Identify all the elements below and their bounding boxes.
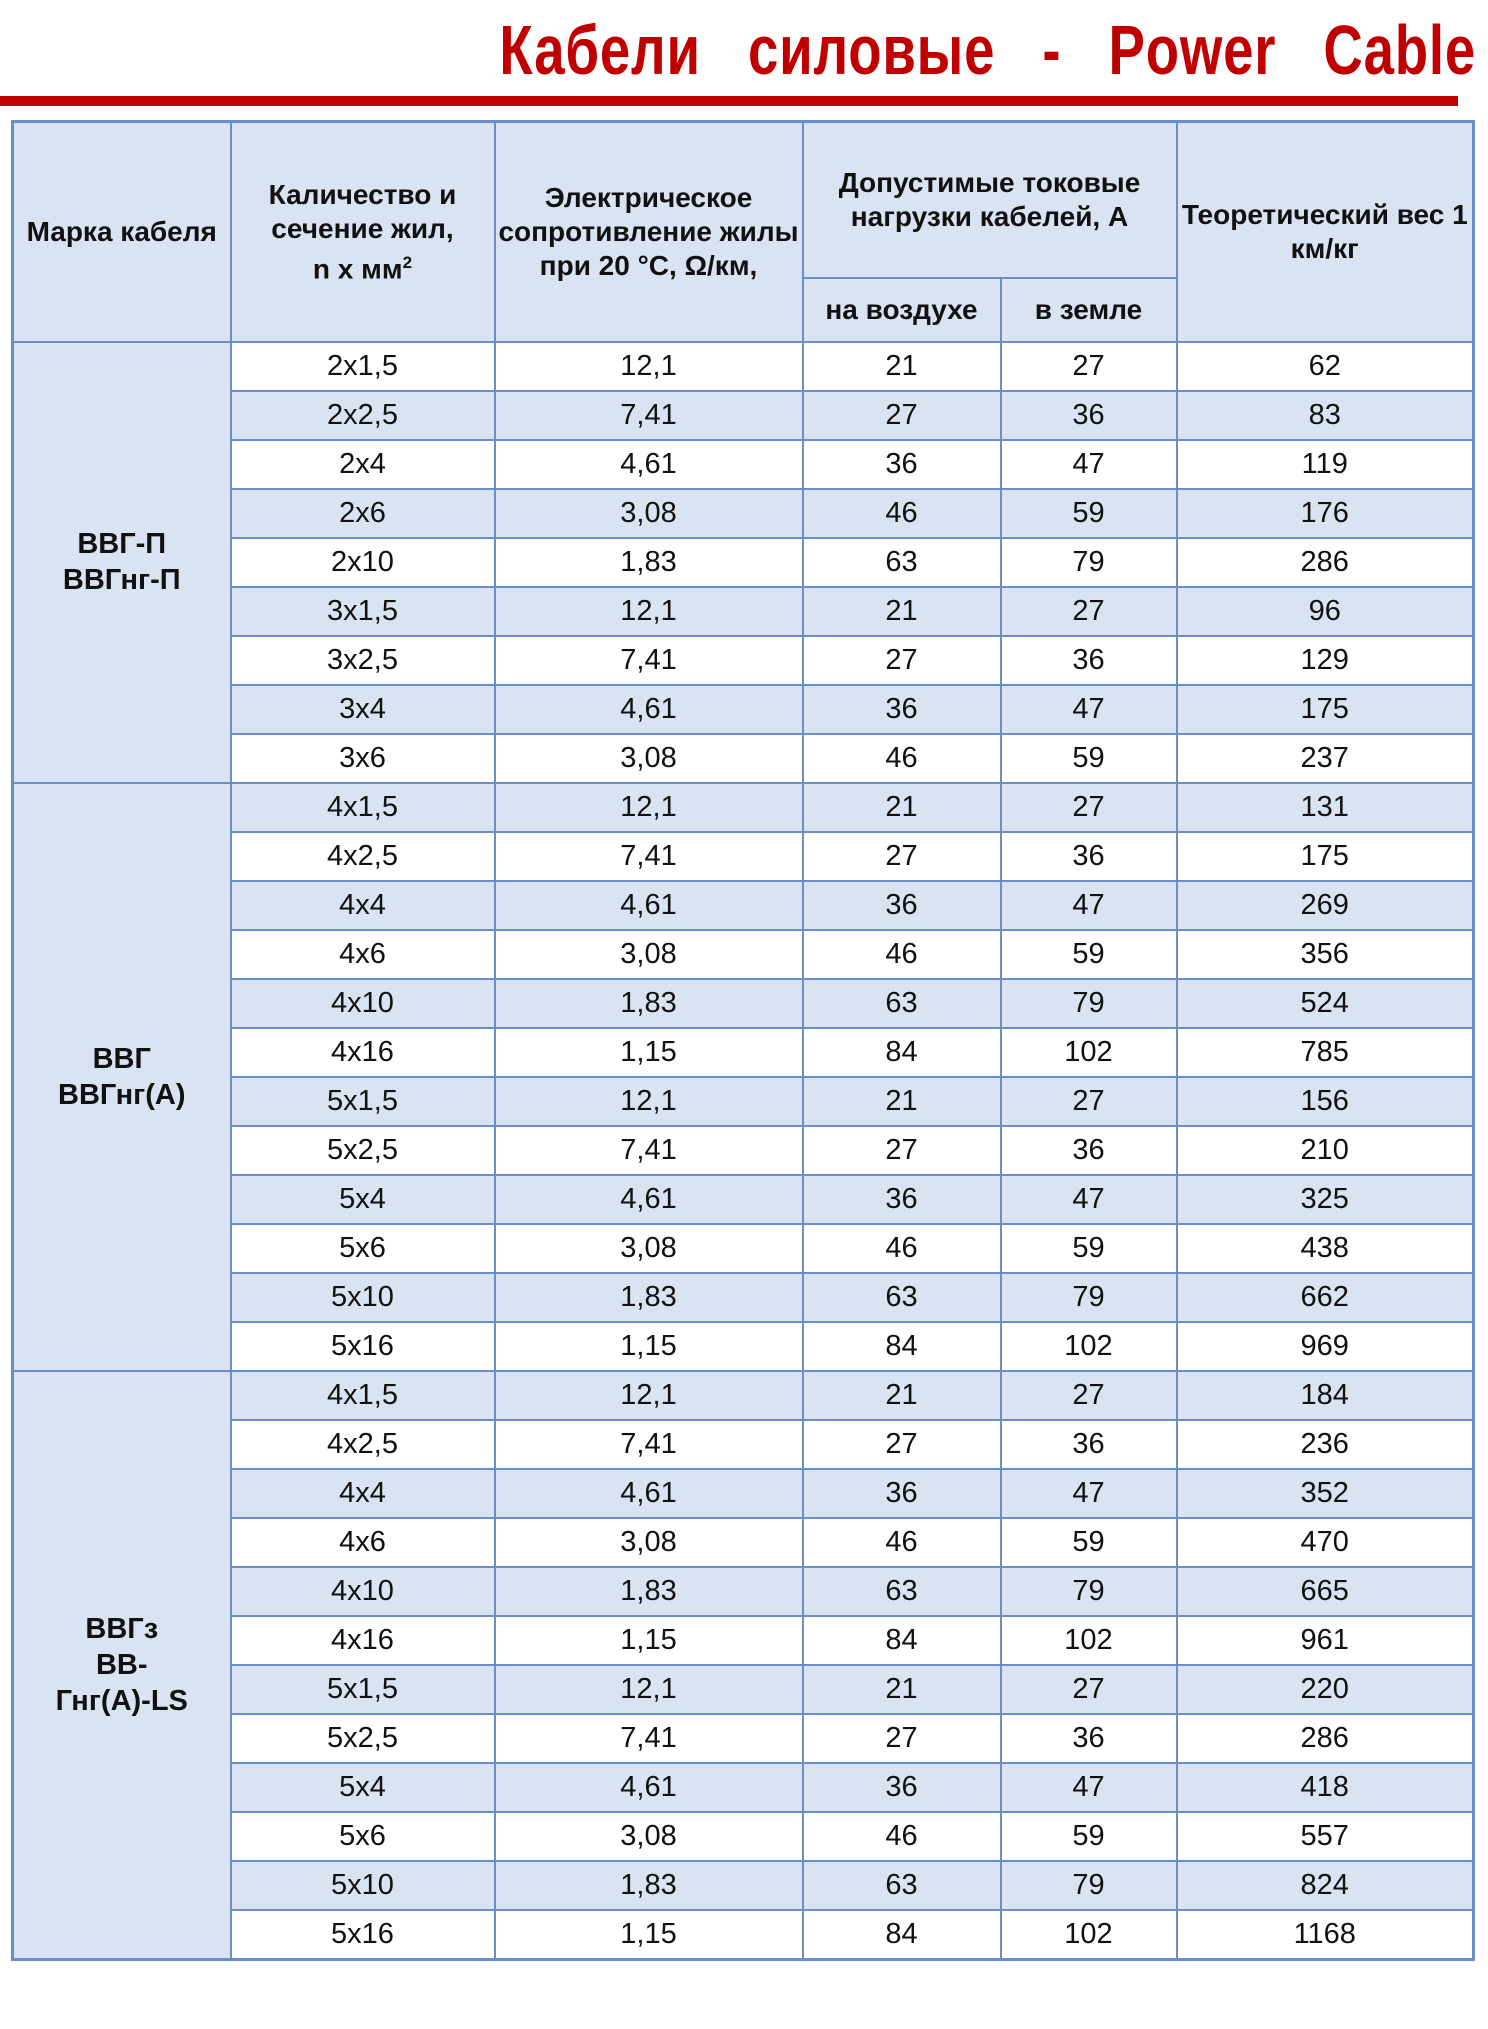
cell-weight: 184: [1177, 1371, 1474, 1420]
cell-weight: 176: [1177, 489, 1474, 538]
cell-resistance: 7,41: [495, 1714, 803, 1763]
cell-weight: 119: [1177, 440, 1474, 489]
cell-weight: 83: [1177, 391, 1474, 440]
cell-current-air: 46: [803, 1812, 1001, 1861]
cell-weight: 325: [1177, 1175, 1474, 1224]
cell-current-air: 46: [803, 489, 1001, 538]
cell-resistance: 4,61: [495, 881, 803, 930]
table-row: [13, 538, 1474, 587]
table-row: [13, 1126, 1474, 1175]
cell-resistance: 3,08: [495, 1224, 803, 1273]
page-title: Кабели силовые - Power Cable: [499, 11, 1476, 89]
cell-current-ground: 27: [1001, 587, 1177, 636]
cell-current-ground: 36: [1001, 832, 1177, 881]
table-row: [13, 1518, 1474, 1567]
cell-resistance: 7,41: [495, 1420, 803, 1469]
cell-resistance: 1,15: [495, 1910, 803, 1960]
table-row: [13, 1714, 1474, 1763]
cell-cores: 3x6: [231, 734, 495, 783]
cell-cores: 4x6: [231, 930, 495, 979]
cell-current-ground: 47: [1001, 440, 1177, 489]
cell-cores: 3x4: [231, 685, 495, 734]
cell-current-ground: 47: [1001, 881, 1177, 930]
cell-resistance: 4,61: [495, 1175, 803, 1224]
cell-current-air: 36: [803, 1175, 1001, 1224]
cell-current-air: 63: [803, 979, 1001, 1028]
cell-weight: 286: [1177, 538, 1474, 587]
cell-weight: 470: [1177, 1518, 1474, 1567]
cell-weight: 352: [1177, 1469, 1474, 1518]
header-ground: в земле: [1001, 278, 1177, 342]
cell-current-air: 21: [803, 1665, 1001, 1714]
cell-current-air: 27: [803, 1714, 1001, 1763]
cell-current-air: 21: [803, 587, 1001, 636]
cell-resistance: 4,61: [495, 685, 803, 734]
cell-cores: 4x1,5: [231, 783, 495, 832]
cell-cores: 5x4: [231, 1763, 495, 1812]
cell-current-ground: 36: [1001, 1126, 1177, 1175]
cell-current-ground: 27: [1001, 1077, 1177, 1126]
cable-table-container: [11, 120, 1475, 1961]
brand-line: ВВ-: [95, 1648, 148, 1681]
cell-current-air: 27: [803, 391, 1001, 440]
table-body: [13, 342, 1474, 1960]
cell-current-ground: 47: [1001, 1763, 1177, 1812]
cell-weight: 438: [1177, 1224, 1474, 1273]
cell-weight: 824: [1177, 1861, 1474, 1910]
cell-weight: 96: [1177, 587, 1474, 636]
cell-current-air: 63: [803, 1273, 1001, 1322]
cell-cores: 5x4: [231, 1175, 495, 1224]
cell-current-air: 36: [803, 1763, 1001, 1812]
cell-resistance: 7,41: [495, 636, 803, 685]
cell-current-ground: 79: [1001, 1861, 1177, 1910]
cell-weight: 286: [1177, 1714, 1474, 1763]
table-row: [13, 1469, 1474, 1518]
cell-weight: 220: [1177, 1665, 1474, 1714]
cell-cores: 3x1,5: [231, 587, 495, 636]
table-row: [13, 1861, 1474, 1910]
cell-cores: 5x16: [231, 1322, 495, 1371]
table-row: [13, 587, 1474, 636]
brand-line: ВВГз: [85, 1612, 159, 1645]
cell-resistance: 1,15: [495, 1616, 803, 1665]
cell-resistance: 3,08: [495, 1812, 803, 1861]
cell-current-ground: 59: [1001, 930, 1177, 979]
cell-cores: 4x1,5: [231, 1371, 495, 1420]
cell-current-ground: 47: [1001, 685, 1177, 734]
table-row: [13, 1077, 1474, 1126]
cell-current-ground: 102: [1001, 1322, 1177, 1371]
cell-weight: 969: [1177, 1322, 1474, 1371]
table-row: [13, 1322, 1474, 1371]
cell-resistance: 7,41: [495, 1126, 803, 1175]
header-cores-text: Каличество и сечение жил,: [268, 178, 457, 244]
table-row: [13, 489, 1474, 538]
cell-current-ground: 36: [1001, 636, 1177, 685]
cell-cores: 3x2,5: [231, 636, 495, 685]
cell-current-air: 27: [803, 832, 1001, 881]
cell-weight: 557: [1177, 1812, 1474, 1861]
cell-cores: 2x6: [231, 489, 495, 538]
cell-resistance: 3,08: [495, 489, 803, 538]
cell-resistance: 12,1: [495, 1371, 803, 1420]
table-row: [13, 881, 1474, 930]
cell-resistance: 1,83: [495, 1861, 803, 1910]
cell-resistance: 3,08: [495, 734, 803, 783]
cell-weight: 237: [1177, 734, 1474, 783]
cell-current-ground: 36: [1001, 391, 1177, 440]
cell-weight: 175: [1177, 685, 1474, 734]
cell-current-air: 46: [803, 930, 1001, 979]
cell-weight: 662: [1177, 1273, 1474, 1322]
cell-resistance: 12,1: [495, 1665, 803, 1714]
cell-current-ground: 36: [1001, 1714, 1177, 1763]
table-row: [13, 1567, 1474, 1616]
cell-current-air: 21: [803, 783, 1001, 832]
cell-cores: 5x16: [231, 1910, 495, 1960]
cell-cores: 5x10: [231, 1273, 495, 1322]
cell-current-ground: 27: [1001, 1665, 1177, 1714]
cell-current-air: 63: [803, 1567, 1001, 1616]
table-row: [13, 1273, 1474, 1322]
cell-current-ground: 59: [1001, 734, 1177, 783]
header-brand: Марка кабеля: [13, 122, 231, 342]
cell-resistance: 1,83: [495, 979, 803, 1028]
cell-resistance: 1,15: [495, 1322, 803, 1371]
cell-current-air: 27: [803, 1126, 1001, 1175]
cell-current-air: 63: [803, 538, 1001, 587]
table-row: [13, 1371, 1474, 1420]
cell-cores: 4x16: [231, 1616, 495, 1665]
cell-cores: 4x16: [231, 1028, 495, 1077]
cell-cores: 4x4: [231, 881, 495, 930]
cell-resistance: 7,41: [495, 832, 803, 881]
table-row: [13, 1028, 1474, 1077]
table-row: [13, 930, 1474, 979]
table-row: [13, 979, 1474, 1028]
cable-spec-table: [11, 120, 1475, 1961]
cell-current-air: 36: [803, 685, 1001, 734]
cell-current-ground: 102: [1001, 1616, 1177, 1665]
cell-cores: 5x6: [231, 1224, 495, 1273]
table-row: [13, 1616, 1474, 1665]
cell-current-air: 21: [803, 1371, 1001, 1420]
cell-current-ground: 79: [1001, 538, 1177, 587]
table-row: [13, 1420, 1474, 1469]
cell-weight: 785: [1177, 1028, 1474, 1077]
cell-cores: 4x2,5: [231, 832, 495, 881]
cell-current-air: 36: [803, 440, 1001, 489]
cell-cores: 5x10: [231, 1861, 495, 1910]
cell-current-air: 46: [803, 1518, 1001, 1567]
cell-current-ground: 79: [1001, 1567, 1177, 1616]
table-row: [13, 783, 1474, 832]
header-air: на воздухе: [803, 278, 1001, 342]
cell-weight: 129: [1177, 636, 1474, 685]
cell-resistance: 12,1: [495, 587, 803, 636]
cell-current-air: 84: [803, 1616, 1001, 1665]
cell-cores: 4x10: [231, 979, 495, 1028]
cell-current-ground: 59: [1001, 1224, 1177, 1273]
cell-cores: 4x6: [231, 1518, 495, 1567]
cell-current-ground: 27: [1001, 783, 1177, 832]
cell-current-air: 84: [803, 1910, 1001, 1960]
table-row: [13, 832, 1474, 881]
header-cores-unit: n x мм: [312, 252, 403, 284]
cell-resistance: 4,61: [495, 1469, 803, 1518]
cell-cores: 2x10: [231, 538, 495, 587]
cell-resistance: 3,08: [495, 1518, 803, 1567]
cell-current-ground: 47: [1001, 1175, 1177, 1224]
cell-current-air: 36: [803, 1469, 1001, 1518]
cell-cores: 2x1,5: [231, 342, 495, 391]
cell-cores: 5x2,5: [231, 1126, 495, 1175]
table-row: [13, 1910, 1474, 1960]
cell-current-air: 46: [803, 1224, 1001, 1273]
cell-current-ground: 79: [1001, 1273, 1177, 1322]
cell-current-ground: 79: [1001, 979, 1177, 1028]
title-underline: [0, 96, 1458, 106]
cell-resistance: 12,1: [495, 783, 803, 832]
cell-resistance: 12,1: [495, 342, 803, 391]
cell-cores: 4x4: [231, 1469, 495, 1518]
header-current: Допустимые токовые нагрузки кабелей, А: [803, 122, 1177, 278]
cell-current-ground: 27: [1001, 342, 1177, 391]
header-weight: Теоретический вес 1 км/кг: [1177, 122, 1474, 342]
cell-resistance: 1,83: [495, 1567, 803, 1616]
header-resistance: Электрическое сопротивление жилы при 20 °С, Ω/км,: [495, 122, 803, 342]
table-row: [13, 734, 1474, 783]
header-cores: [231, 122, 495, 342]
cell-weight: 210: [1177, 1126, 1474, 1175]
table-row: [13, 1665, 1474, 1714]
table-row: [13, 685, 1474, 734]
cell-cores: 2x2,5: [231, 391, 495, 440]
cell-current-air: 27: [803, 1420, 1001, 1469]
cell-current-ground: 102: [1001, 1028, 1177, 1077]
table-row: [13, 440, 1474, 489]
cell-current-air: 46: [803, 734, 1001, 783]
table-row: [13, 342, 1474, 391]
cell-current-ground: 59: [1001, 1812, 1177, 1861]
cell-current-ground: 59: [1001, 489, 1177, 538]
cell-resistance: 12,1: [495, 1077, 803, 1126]
cell-current-air: 21: [803, 1077, 1001, 1126]
brand-line: ВВГ-П: [77, 528, 167, 560]
cell-current-ground: 102: [1001, 1910, 1177, 1960]
cell-resistance: 1,15: [495, 1028, 803, 1077]
cell-current-air: 27: [803, 636, 1001, 685]
cell-cores: 5x2,5: [231, 1714, 495, 1763]
cell-weight: 961: [1177, 1616, 1474, 1665]
cell-current-ground: 59: [1001, 1518, 1177, 1567]
cell-weight: 62: [1177, 342, 1474, 391]
cell-weight: 356: [1177, 930, 1474, 979]
cell-resistance: 7,41: [495, 391, 803, 440]
header-cores-sup: 2: [402, 252, 413, 272]
cell-weight: 236: [1177, 1420, 1474, 1469]
cell-cores: 5x6: [231, 1812, 495, 1861]
brand-line: ВВГнг(А): [58, 1078, 186, 1111]
table-row: [13, 1224, 1474, 1273]
cell-weight: 269: [1177, 881, 1474, 930]
cell-cores: 4x10: [231, 1567, 495, 1616]
brand-line: ВВГ: [92, 1042, 151, 1075]
cell-current-ground: 27: [1001, 1371, 1177, 1420]
cell-cores: 5x1,5: [231, 1077, 495, 1126]
cell-weight: 131: [1177, 783, 1474, 832]
cell-weight: 418: [1177, 1763, 1474, 1812]
cell-weight: 156: [1177, 1077, 1474, 1126]
cell-current-air: 84: [803, 1322, 1001, 1371]
brand-line: ВВГнг-П: [62, 564, 181, 596]
cell-brand: [13, 783, 231, 1371]
cell-current-ground: 36: [1001, 1420, 1177, 1469]
cell-resistance: 1,83: [495, 1273, 803, 1322]
cell-weight: 665: [1177, 1567, 1474, 1616]
cell-current-air: 36: [803, 881, 1001, 930]
cell-brand: [13, 342, 231, 783]
cell-brand: [13, 1371, 231, 1960]
cell-resistance: 3,08: [495, 930, 803, 979]
cell-cores: 2x4: [231, 440, 495, 489]
cell-weight: 1168: [1177, 1910, 1474, 1960]
cell-cores: 5x1,5: [231, 1665, 495, 1714]
cell-cores: 4x2,5: [231, 1420, 495, 1469]
brand-line: Гнг(А)-LS: [55, 1684, 188, 1717]
cell-resistance: 4,61: [495, 1763, 803, 1812]
cell-weight: 175: [1177, 832, 1474, 881]
table-row: [13, 1175, 1474, 1224]
cell-current-air: 63: [803, 1861, 1001, 1910]
cell-resistance: 1,83: [495, 538, 803, 587]
cell-current-air: 21: [803, 342, 1001, 391]
cell-weight: 524: [1177, 979, 1474, 1028]
cell-current-ground: 47: [1001, 1469, 1177, 1518]
table-row: [13, 1763, 1474, 1812]
table-row: [13, 391, 1474, 440]
table-row: [13, 1812, 1474, 1861]
cell-resistance: 4,61: [495, 440, 803, 489]
table-row: [13, 636, 1474, 685]
cell-current-air: 84: [803, 1028, 1001, 1077]
